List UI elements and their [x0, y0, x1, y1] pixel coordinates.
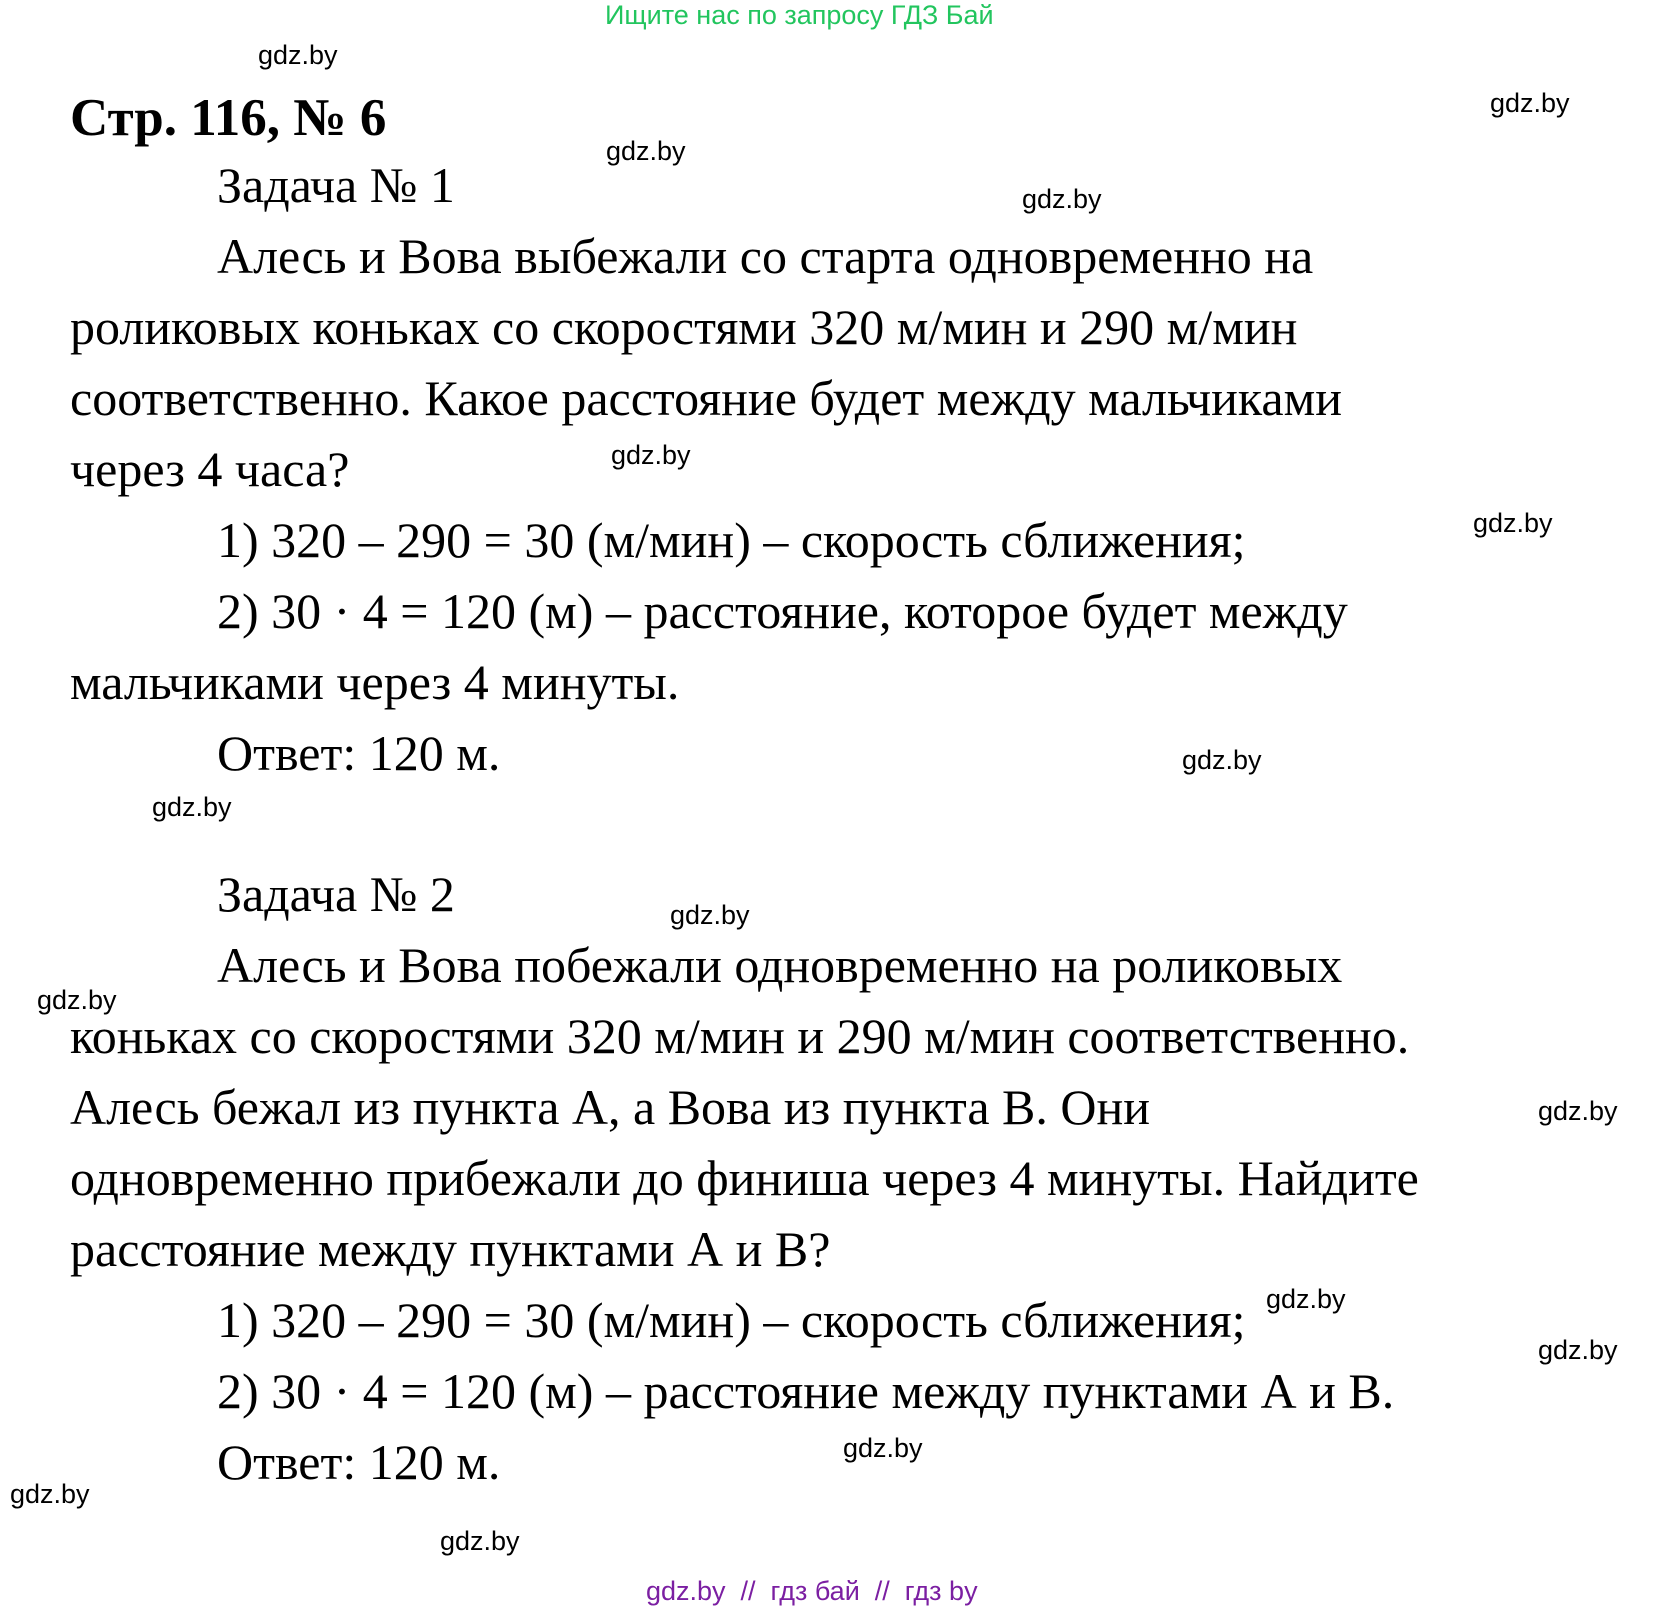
- watermark: gdz.by: [606, 136, 686, 166]
- watermark: gdz.by: [37, 985, 117, 1015]
- watermark: gdz.by: [10, 1479, 90, 1509]
- task1-line-1: Алесь и Вова выбежали со старта одновременно на: [217, 228, 1314, 284]
- task1-line-2: роликовых коньках со скоростями 320 м/мин и 290 м/мин: [70, 299, 1298, 355]
- task2-line-5: расстояние между пунктами А и В?: [70, 1221, 831, 1277]
- watermark: gdz.by: [152, 792, 232, 822]
- watermark: gdz.by: [1538, 1335, 1618, 1365]
- watermark: gdz.by: [843, 1433, 923, 1463]
- watermark: gdz.by: [1182, 745, 1262, 775]
- task1-step-2-cont: мальчиками через 4 минуты.: [70, 654, 680, 710]
- task1-heading: Задача № 1: [217, 157, 455, 213]
- watermark: gdz.by: [1022, 184, 1102, 214]
- task2-line-4: одновременно прибежали до финиша через 4 минуты. Найдите: [70, 1150, 1419, 1206]
- search-banner: Ищите нас по запросу ГДЗ Бай: [605, 0, 994, 30]
- footer-links: gdz.by // гдз бай // гдз by: [646, 1576, 978, 1606]
- page-title: Стр. 116, № 6: [70, 89, 387, 147]
- watermark: gdz.by: [611, 440, 691, 470]
- task2-step-1: 1) 320 – 290 = 30 (м/мин) – скорость сближения;: [217, 1292, 1246, 1348]
- task2-line-1: Алесь и Вова побежали одновременно на роликовых: [217, 937, 1343, 993]
- task2-heading: Задача № 2: [217, 866, 455, 922]
- task2-answer: Ответ: 120 м.: [217, 1434, 501, 1490]
- watermark: gdz.by: [1490, 88, 1570, 118]
- task2-line-2: коньках со скоростями 320 м/мин и 290 м/мин соответственно.: [70, 1008, 1410, 1064]
- watermark: gdz.by: [670, 900, 750, 930]
- watermark: gdz.by: [1473, 508, 1553, 538]
- watermark: gdz.by: [440, 1526, 520, 1556]
- task1-line-4: через 4 часа?: [70, 441, 350, 497]
- task2-step-2: 2) 30 · 4 = 120 (м) – расстояние между пунктами А и В.: [217, 1363, 1395, 1419]
- watermark: gdz.by: [1266, 1284, 1346, 1314]
- watermark: gdz.by: [258, 40, 338, 70]
- task1-answer: Ответ: 120 м.: [217, 725, 501, 781]
- task1-line-3: соответственно. Какое расстояние будет между мальчиками: [70, 370, 1342, 426]
- watermark: gdz.by: [1538, 1096, 1618, 1126]
- task2-line-3: Алесь бежал из пункта А, а Вова из пункта В. Они: [70, 1079, 1150, 1135]
- task1-step-1: 1) 320 – 290 = 30 (м/мин) – скорость сближения;: [217, 512, 1246, 568]
- task1-step-2: 2) 30 · 4 = 120 (м) – расстояние, которое будет между: [217, 583, 1348, 639]
